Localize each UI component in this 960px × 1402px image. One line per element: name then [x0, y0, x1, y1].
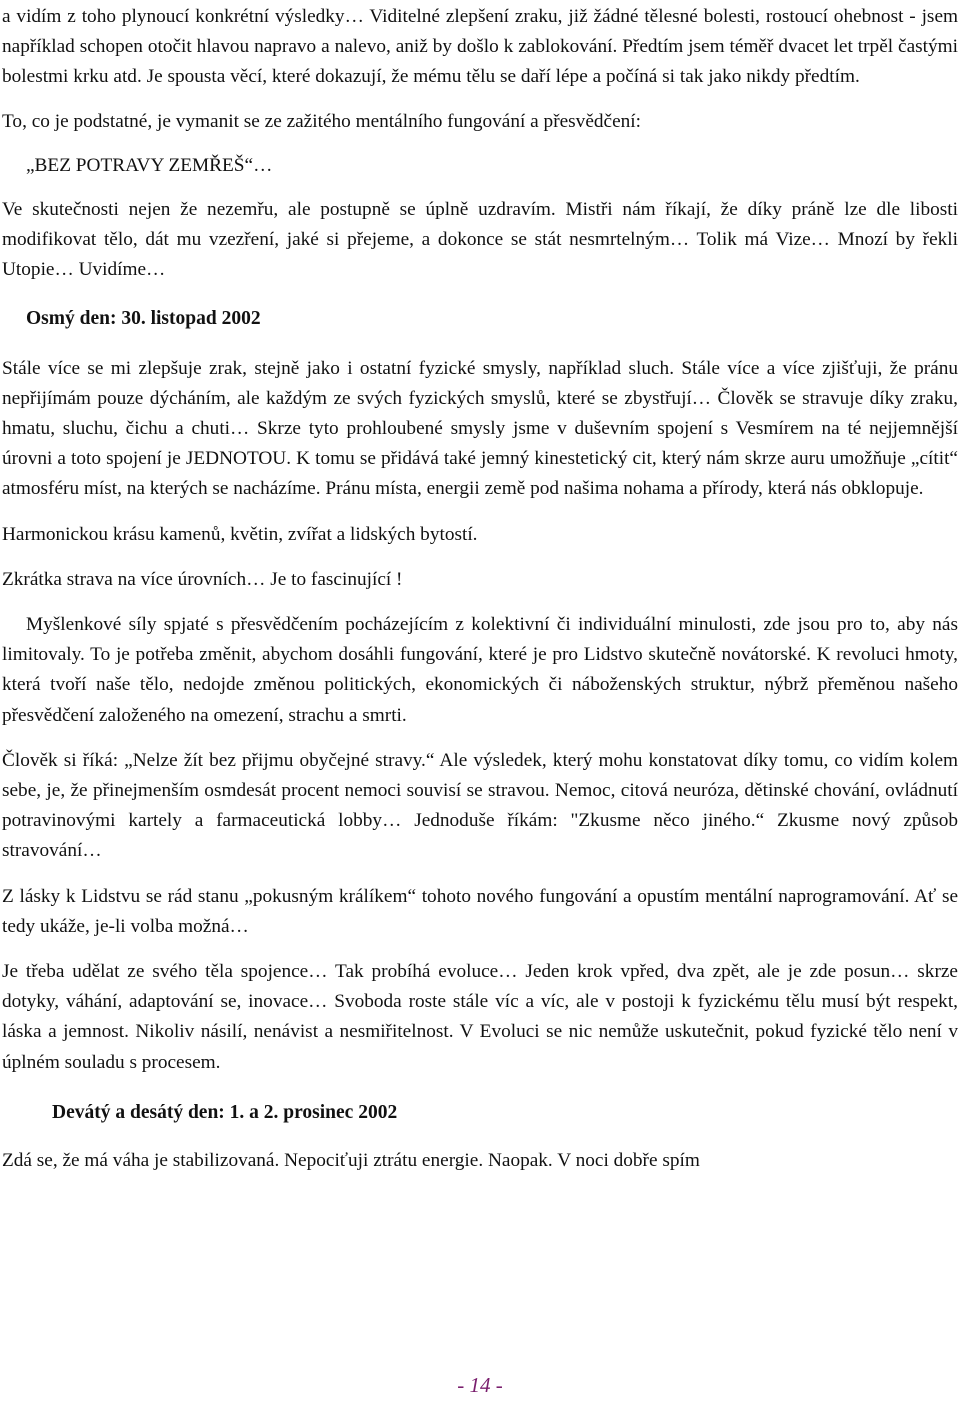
- paragraph: a vidím z toho plynoucí konkrétní výsledky… Viditelné zlepšení zraku, již žádné tělesné bolesti, rostoucí ohebnost - jsem například schopen otočit hlavou napravo a nalevo, aniž by došlo k zablokování. Předtím jsem téměř dvacet let trpěl častými bolestmi krku atd. Je spousta věcí, které dokazují, že mému tělu se daří lépe a počíná si tak jako nikdy předtím.: [2, 6, 958, 88]
- paragraph: Ve skutečnosti nejen že nezemřu, ale postupně se úplně uzdravím. Mistři nám říkají, že díky práně lze dle libosti modifikovat tělo, dát mu vzezření, jaké si přejeme, a dokonce se stát nesmrtelným… Tolik má Vize… Mnozí by řekli Utopie… Uvidíme…: [2, 199, 958, 281]
- paragraph: Z lásky k Lidstvu se rád stanu „pokusným králíkem“ tohoto nového fungování a opustím mentální naprogramování. Ať se tedy ukáže, je-li volba možná…: [2, 885, 958, 937]
- section-heading: Devátý a desátý den: 1. a 2. prosinec 2002: [52, 1101, 398, 1123]
- paragraph: Zdá se, že má váha je stabilizovaná. Nepociťuji ztrátu energie. Naopak. V noci dobře spím: [2, 1149, 700, 1171]
- paragraph: Stále více se mi zlepšuje zrak, stejně jako i ostatní fyzické smysly, například sluch. Stále více a více zjišťuji, že pránu nepřijímám pouze dýcháním, ale každým ze svých fyzických smyslů, které se zbystřují… Člověk se stravuje díky zraku, hmatu, sluchu, čichu a chuti… Skrze tyto prohloubené smysly jsme v duševním spojení s Vesmírem na té nejjemnější úrovni a toto spojení je JEDNOTOU. K tomu se přidává také jemný kinestetický cit, který nám skrze auru umožňuje „cítit“ atmosféru míst, na kterých se nacházíme. Pránu místa, energii země pod našima nohama a přírody, která nás obklopuje.: [2, 357, 958, 500]
- paragraph: Je třeba udělat ze svého těla spojence… Tak probíhá evoluce… Jeden krok vpřed, dva zpět, ale je zde posun… skrze dotyky, váhání, adaptování se, inovace… Svoboda roste stále víc a víc, ale v postoji k fyzickému tělu musí být respekt, láska a jemnost. Nikoliv násilí, nenávist a nesmiřitelnost. V Evoluci se nic nemůže uskutečnit, pokud fyzické tělo není v úplném souladu s procesem.: [2, 961, 958, 1073]
- paragraph: To, co je podstatné, je vymanit se ze zažitého mentálního fungování a přesvědčení:: [2, 110, 641, 132]
- document-page: [2, 0, 958, 1176]
- section-heading: Osmý den: 30. listopad 2002: [26, 307, 261, 329]
- paragraph: Člověk si říká: „Nelze žít bez přijmu obyčejné stravy.“ Ale výsledek, který mohu konstatovat díky tomu, co vidím kolem sebe, je, že přinejmenším osmdesát procent nemoci souvisí se stravou. Nemoc, citová neuróza, dětinské chování, ovládnutí potravinovými kartely a farmaceutická lobby… Jednoduše říkám: "Zkusme něco jiného.“ Zkusme nový způsob stravování…: [2, 749, 958, 862]
- quote-line: „BEZ POTRAVY ZEMŘEŠ“…: [26, 154, 273, 176]
- page-number: - 14 -: [457, 1373, 503, 1397]
- paragraph: Zkrátka strava na více úrovních… Je to fascinující !: [2, 568, 403, 590]
- paragraph: Myšlenkové síly spjaté s přesvědčením pocházejícím z kolektivní či individuální minulosti, zde jsou pro to, aby nás limitovaly. To je potřeba změnit, abychom dosáhli fungování, které je pro Lidstvo skutečně novátorské. K revoluci hmoty, která tvoří naše tělo, nedojde změnou politických, ekonomických či náboženských struktur, nýbrž přeměnou našeho přesvědčení založeného na omezení, strachu a smrti.: [2, 614, 958, 726]
- paragraph: Harmonickou krásu kamenů, květin, zvířat a lidských bytostí.: [2, 523, 478, 545]
